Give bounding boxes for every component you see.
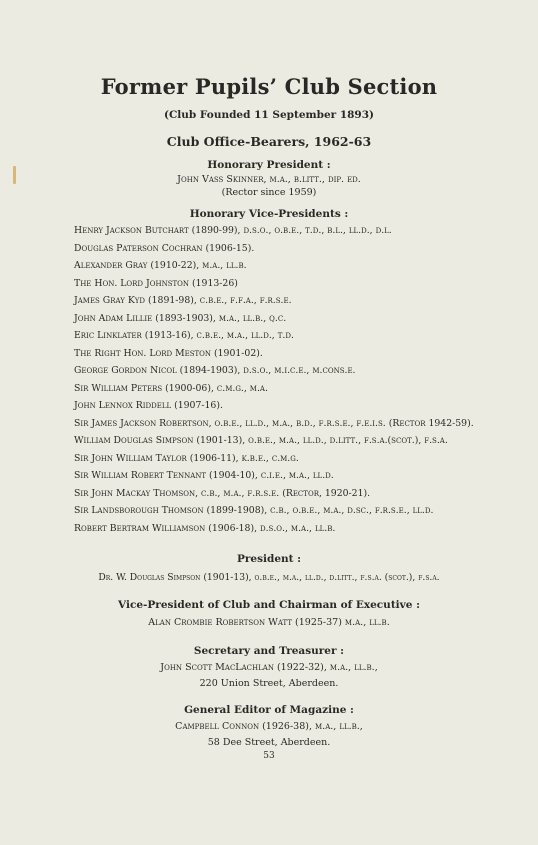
list-item: Alexander Gray (1910-22), m.a., ll.b. xyxy=(74,260,247,271)
list-item: Sir Landsborough Thomson (1899-1908), c.b., o.b.e., m.a., d.sc., f.r.s.e., ll.d. xyxy=(74,505,434,516)
honorary-president-name: John Vass Skinner, m.a., b.litt., dip. ed. xyxy=(177,174,361,185)
list-item: Sir John William Taylor (1906-11), k.b.e., c.m.g. xyxy=(74,452,299,464)
list-item: James Gray Kyd (1891-98), c.b.e., f.f.a., f.r.s.e. xyxy=(74,295,292,306)
editor-name: Campbell Connon (1926-38), m.a., ll.b., xyxy=(175,721,363,732)
subtitle: (Club Founded 11 September 1893) xyxy=(163,109,375,121)
president-name: Dr. W. Douglas Simpson (1901-13), o.b.e., m.a., ll.d., d.litt., f.s.a. (scot.), f.s.a. xyxy=(98,572,440,583)
list-item: Douglas Paterson Cochran (1906-15). xyxy=(74,242,255,254)
vice-president-club-heading: Vice-President of Club and Chairman of Executive : xyxy=(118,599,420,611)
page-number: 53 xyxy=(263,751,275,761)
list-item: Sir James Jackson Robertson, o.b.e., ll.d., m.a., b.d., f.r.s.e., f.e.i.s. (Rector 1942-59). xyxy=(74,417,474,429)
list-item: John Adam Lillie (1893-1903), m.a., ll.b., q.c. xyxy=(74,312,287,324)
list-item: Robert Bertram Williamson (1906-18), d.s.o., m.a., ll.b. xyxy=(74,522,336,534)
vice-presidents-list xyxy=(74,224,474,539)
list-item: Sir William Robert Tennant (1904-10), c.i.e., m.a., ll.d. xyxy=(74,470,334,481)
list-item: George Gordon Nicol (1894-1903), d.s.o., m.i.c.e., m.cons.e. xyxy=(74,365,356,376)
list-item: The Hon. Lord Johnston (1913-26) xyxy=(74,277,238,289)
list-item: John Lennox Riddell (1907-16). xyxy=(74,400,223,411)
vice-presidents-heading: Honorary Vice-Presidents : xyxy=(189,208,349,220)
vice-president-club-name: Alan Crombie Robertson Watt (1925-37) m.a., ll.b. xyxy=(148,617,390,628)
list-item: Eric Linklater (1913-16), c.b.e., m.a., ll.d., t.d. xyxy=(74,330,294,341)
list-item: Sir William Peters (1900-06), c.m.g., m.a. xyxy=(74,382,268,394)
editor-heading: General Editor of Magazine : xyxy=(184,704,354,716)
secretary-address: 220 Union Street, Aberdeen. xyxy=(199,678,339,689)
list-item: Henry Jackson Butchart (1890-99), d.s.o., o.b.e., t.d., b.l., ll.d., d.l. xyxy=(74,225,392,236)
editor-address: 58 Dee Street, Aberdeen. xyxy=(207,737,331,748)
list-item: William Douglas Simpson (1901-13), o.b.e., m.a., ll.d., d.litt., f.s.a.(scot.), f.s.a. xyxy=(74,435,448,446)
president-heading: President : xyxy=(236,553,302,565)
list-item: The Right Hon. Lord Meston (1901-02). xyxy=(74,347,263,359)
secretary-name: John Scott MacLachlan (1922-32), m.a., ll.b., xyxy=(160,662,378,673)
honorary-president-heading: Honorary President : xyxy=(207,159,331,171)
honorary-president-note: (Rector since 1959) xyxy=(221,187,317,198)
page-title: Former Pupils’ Club Section xyxy=(100,74,438,99)
list-item: Sir John Mackay Thomson, c.b., m.a., f.r.s.e. (Rector, 1920-21). xyxy=(74,487,371,499)
secretary-heading: Secretary and Treasurer : xyxy=(193,645,345,657)
office-bearers-heading: Club Office-Bearers, 1962-63 xyxy=(166,134,372,149)
